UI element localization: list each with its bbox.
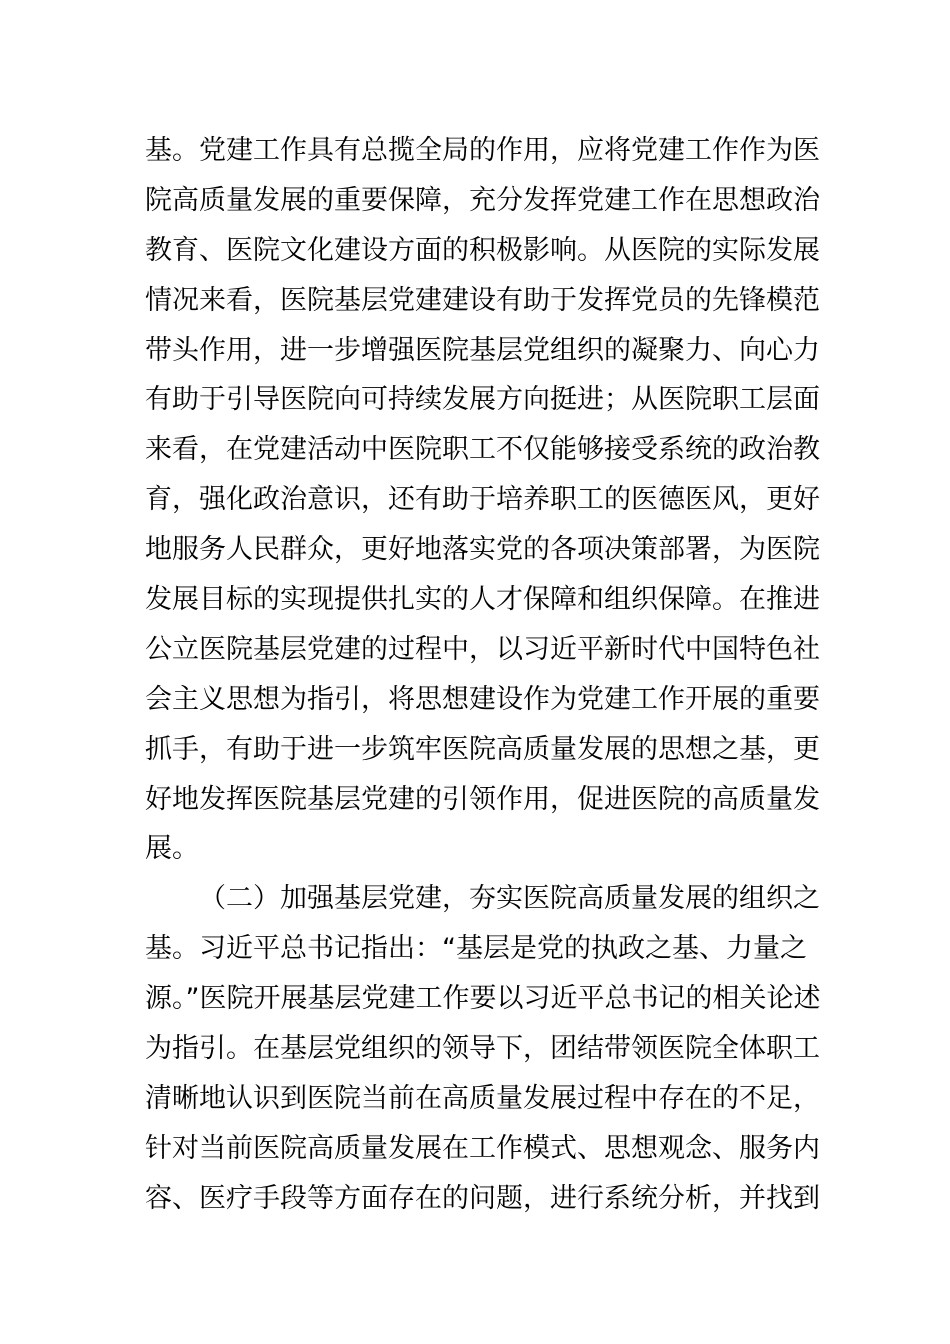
text-line: 清晰地认识到医院当前在高质量发展过程中存在的不足， <box>145 1082 820 1114</box>
text-line: 育，强化政治意识，还有助于培养职工的医德医风，更好 <box>145 484 820 516</box>
text-line: 容、医疗手段等方面存在的问题，进行系统分析，并找到 <box>145 1182 820 1214</box>
text-line: 展。 <box>145 833 199 865</box>
section-heading-line: （二）加强基层党建，夯实医院高质量发展的组织之 <box>199 883 820 915</box>
text-line: 公立医院基层党建的过程中，以习近平新时代中国特色社 <box>145 633 820 665</box>
text-line: 基。党建工作具有总揽全局的作用，应将党建工作作为医 <box>145 135 820 166</box>
text-line: 抓手，有助于进一步筑牢医院高质量发展的思想之基，更 <box>145 733 820 765</box>
text-line: 情况来看，医院基层党建建设有助于发挥党员的先锋模范 <box>145 284 820 316</box>
text-line: 教育、医院文化建设方面的积极影响。从医院的实际发展 <box>145 234 820 266</box>
text-line: 发展目标的实现提供扎实的人才保障和组织保障。在推进 <box>145 584 820 616</box>
text-line: 来看，在党建活动中医院职工不仅能够接受系统的政治教 <box>145 434 820 466</box>
body-text <box>145 126 821 1224</box>
text-line: 带头作用，进一步增强医院基层党组织的凝聚力、向心力 <box>145 334 820 366</box>
text-line: 地服务人民群众，更好地落实党的各项决策部署，为医院 <box>145 534 820 566</box>
text-line: 好地发挥医院基层党建的引领作用，促进医院的高质量发 <box>145 783 820 815</box>
text-line: 院高质量发展的重要保障，充分发挥党建工作在思想政治 <box>145 184 820 216</box>
text-line: 为指引。在基层党组织的领导下，团结带领医院全体职工 <box>145 1033 820 1065</box>
text-line: 会主义思想为指引，将思想建设作为党建工作开展的重要 <box>145 683 820 715</box>
text-line: 针对当前医院高质量发展在工作模式、思想观念、服务内 <box>145 1132 820 1164</box>
text-line: 源。”医院开展基层党建工作要以习近平总书记的相关论述 <box>145 983 821 1015</box>
text-line: 有助于引导医院向可持续发展方向挺进；从医院职工层面 <box>145 384 820 416</box>
text-line: 基。习近平总书记指出：“基层是党的执政之基、力量之 <box>145 933 807 965</box>
